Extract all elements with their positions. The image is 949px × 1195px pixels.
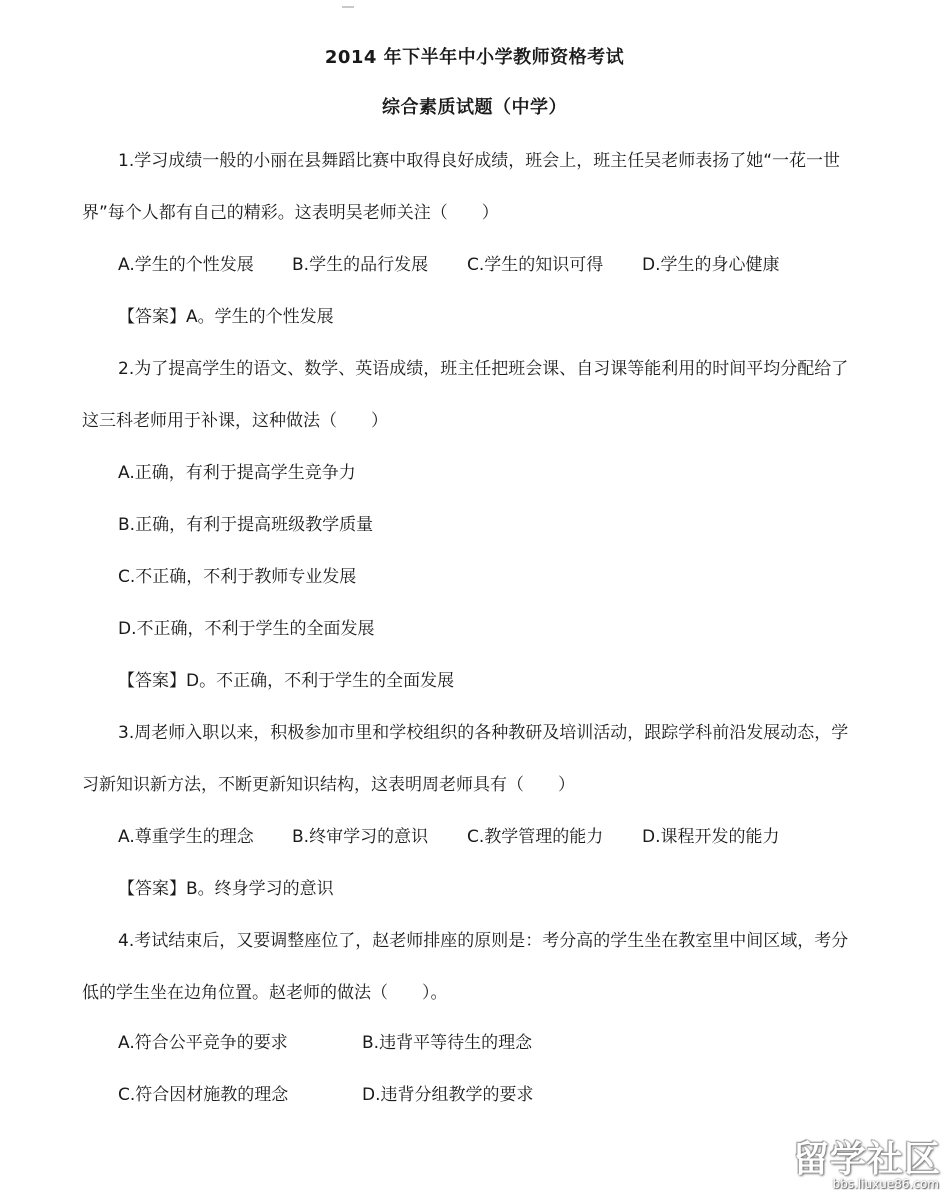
question-3-option-b: B.终审学习的意识 xyxy=(292,827,429,847)
question-1-option-a: A.学生的个性发展 xyxy=(118,255,254,275)
site-watermark xyxy=(773,1131,943,1191)
question-1-option-d: D.学生的身心健康 xyxy=(642,255,780,275)
scan-artifact xyxy=(342,6,354,8)
watermark-logo-text: 留学社区 xyxy=(792,1139,941,1180)
question-4-stem-line-2: 低的学生坐在边角位置。赵老师的做法（ ）。 xyxy=(82,983,448,1003)
question-4-option-b: B.违背平等待生的理念 xyxy=(362,1033,533,1053)
question-4-option-a: A.符合公平竞争的要求 xyxy=(118,1033,288,1053)
question-1-answer: 【答案】A。学生的个性发展 xyxy=(118,307,334,327)
page-subtitle: 综合素质试题（中学） xyxy=(382,97,567,118)
question-2-answer: 【答案】D。不正确，不利于学生的全面发展 xyxy=(118,671,455,691)
question-3-answer: 【答案】B。终身学习的意识 xyxy=(118,879,334,899)
question-4-option-d: D.违背分组教学的要求 xyxy=(362,1085,534,1105)
page-title: 2014 年下半年中小学教师资格考试 xyxy=(324,47,625,68)
question-2-option-d: D.不正确，不利于学生的全面发展 xyxy=(118,619,375,639)
question-4-option-c: C.符合因材施教的理念 xyxy=(118,1085,289,1105)
question-2-stem-line-1: 2.为了提高学生的语文、数学、英语成绩，班主任把班会课、自习课等能利用的时间平均分配给了 xyxy=(118,359,849,379)
question-2-option-c: C.不正确，不利于教师专业发展 xyxy=(118,567,357,587)
question-2-option-a: A.正确，有利于提高学生竞争力 xyxy=(118,463,356,483)
question-3-option-d: D.课程开发的能力 xyxy=(642,827,780,847)
question-3-option-a: A.尊重学生的理念 xyxy=(118,827,254,847)
question-3-option-c: C.教学管理的能力 xyxy=(467,827,604,847)
question-3-stem-line-1: 3.周老师入职以来，积极参加市里和学校组织的各种教研及培训活动，跟踪学科前沿发展动态，学 xyxy=(118,723,849,743)
question-1-stem-line-2: 界”每个人都有自己的精彩。这表明吴老师关注（ ） xyxy=(82,203,499,223)
question-3-stem-line-2: 习新知识新方法，不断更新知识结构，这表明周老师具有（ ） xyxy=(82,775,575,795)
question-1-option-c: C.学生的知识可得 xyxy=(467,255,604,275)
question-2-stem-line-2: 这三科老师用于补课，这种做法（ ） xyxy=(82,411,388,431)
question-4-stem-line-1: 4.考试结束后，又要调整座位了，赵老师排座的原则是：考分高的学生坐在教室里中间区域，考分 xyxy=(118,931,849,951)
question-1-option-b: B.学生的品行发展 xyxy=(292,255,429,275)
watermark-url-text: bbs.liuxue86.com xyxy=(832,1177,939,1191)
question-1-stem-line-1: 1.学习成绩一般的小丽在县舞蹈比赛中取得良好成绩，班会上，班主任吴老师表扬了她“一花一世 xyxy=(118,151,841,171)
question-2-option-b: B.正确，有利于提高班级教学质量 xyxy=(118,515,374,535)
